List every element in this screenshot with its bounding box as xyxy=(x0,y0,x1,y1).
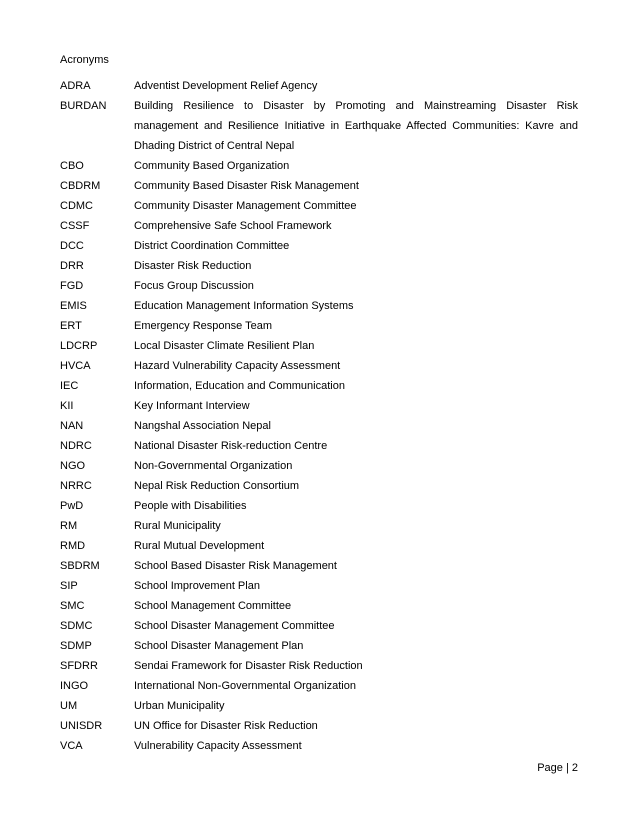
acronym-definition: District Coordination Committee xyxy=(134,240,290,252)
acronym-definition: Information, Education and Communication xyxy=(134,380,345,392)
acronym-row xyxy=(60,356,578,376)
acronym-definition: School Based Disaster Risk Management xyxy=(134,560,337,572)
acronym-row xyxy=(60,496,578,516)
acronym-definition: Disaster Risk Reduction xyxy=(134,260,252,272)
acronym-definition: Adventist Development Relief Agency xyxy=(134,80,318,92)
acronym-definition: Urban Municipality xyxy=(134,700,225,712)
acronym-definition: Rural Mutual Development xyxy=(134,540,265,552)
acronym-abbreviation: NDRC xyxy=(60,440,92,452)
acronym-abbreviation: DCC xyxy=(60,240,84,252)
acronym-row xyxy=(60,436,578,456)
acronym-row xyxy=(60,556,578,576)
acronym-row xyxy=(60,576,578,596)
acronym-abbreviation: NGO xyxy=(60,460,86,472)
page-number: Page | 2 xyxy=(537,762,578,774)
acronym-definition: Focus Group Discussion xyxy=(134,280,254,292)
acronym-abbreviation: SBDRM xyxy=(60,560,100,572)
acronym-abbreviation: RM xyxy=(60,520,78,532)
acronym-definition: School Disaster Management Committee xyxy=(134,620,335,632)
acronym-abbreviation: NAN xyxy=(60,420,84,432)
acronym-abbreviation: CBDRM xyxy=(60,180,101,192)
acronym-definition: Community Disaster Management Committee xyxy=(134,200,357,212)
acronym-row xyxy=(60,156,578,176)
acronym-row xyxy=(60,296,578,316)
acronym-definition: School Improvement Plan xyxy=(134,580,260,592)
acronym-row xyxy=(60,456,578,476)
acronym-definition: School Disaster Management Plan xyxy=(134,640,304,652)
acronym-abbreviation: PwD xyxy=(60,500,84,512)
acronym-row xyxy=(60,596,578,616)
acronym-definition: Community Based Disaster Risk Management xyxy=(134,180,359,192)
acronym-abbreviation: RMD xyxy=(60,540,86,552)
acronym-row xyxy=(60,736,578,756)
acronym-abbreviation: HVCA xyxy=(60,360,91,372)
acronym-row xyxy=(60,536,578,556)
acronym-abbreviation: CBO xyxy=(60,160,84,172)
acronym-row xyxy=(60,196,578,216)
acronym-abbreviation: SIP xyxy=(60,580,78,592)
acronym-abbreviation: SFDRR xyxy=(60,660,98,672)
acronym-definition: Local Disaster Climate Resilient Plan xyxy=(134,340,315,352)
acronym-abbreviation: UM xyxy=(60,700,78,712)
acronym-definition: People with Disabilities xyxy=(134,500,247,512)
acronym-row xyxy=(60,96,578,156)
acronym-definition: School Management Committee xyxy=(134,600,292,612)
acronym-row xyxy=(60,416,578,436)
acronym-row xyxy=(60,376,578,396)
acronym-abbreviation: SDMP xyxy=(60,640,92,652)
acronym-definition: UN Office for Disaster Risk Reduction xyxy=(134,720,318,732)
acronym-abbreviation: LDCRP xyxy=(60,340,98,352)
acronym-row xyxy=(60,656,578,676)
acronym-abbreviation: CDMC xyxy=(60,200,93,212)
acronym-definition: Vulnerability Capacity Assessment xyxy=(134,740,302,752)
acronym-definition: Rural Municipality xyxy=(134,520,221,532)
acronym-definition: Education Management Information Systems xyxy=(134,300,354,312)
acronym-abbreviation: BURDAN xyxy=(60,100,107,112)
acronym-abbreviation: DRR xyxy=(60,260,84,272)
acronym-definition: International Non-Governmental Organization xyxy=(134,680,356,692)
acronym-row xyxy=(60,76,578,96)
acronym-row xyxy=(60,476,578,496)
acronym-abbreviation: INGO xyxy=(60,680,89,692)
acronym-row xyxy=(60,396,578,416)
acronym-row xyxy=(60,316,578,336)
acronym-row xyxy=(60,676,578,696)
acronym-definition: Emergency Response Team xyxy=(134,320,272,332)
acronym-row xyxy=(60,616,578,636)
acronym-abbreviation: IEC xyxy=(60,380,79,392)
acronym-row xyxy=(60,276,578,296)
acronym-abbreviation: KII xyxy=(60,400,74,412)
acronym-abbreviation: CSSF xyxy=(60,220,90,232)
acronym-definition: Non-Governmental Organization xyxy=(134,460,293,472)
acronym-abbreviation: ERT xyxy=(60,320,82,332)
acronym-definition: Sendai Framework for Disaster Risk Reduction xyxy=(134,660,363,672)
acronym-abbreviation: SDMC xyxy=(60,620,93,632)
acronym-row xyxy=(60,516,578,536)
acronym-abbreviation: EMIS xyxy=(60,300,87,312)
acronym-definition: Nangshal Association Nepal xyxy=(134,420,271,432)
acronym-row xyxy=(60,236,578,256)
acronym-definition: Building Resilience to Disaster by Promoting and Mainstreaming Disaster Risk management and Resilience Initiative in Earthquake Affected Communities: Kavre and Dhading District of Central Nepal xyxy=(134,100,578,152)
acronym-row xyxy=(60,636,578,656)
acronym-abbreviation: UNISDR xyxy=(60,720,103,732)
acronym-abbreviation: ADRA xyxy=(60,80,91,92)
acronym-definition: Hazard Vulnerability Capacity Assessment xyxy=(134,360,341,372)
acronym-definition: Community Based Organization xyxy=(134,160,290,172)
acronym-abbreviation: SMC xyxy=(60,600,85,612)
acronym-abbreviation: FGD xyxy=(60,280,84,292)
section-heading: Acronyms xyxy=(60,54,109,66)
acronym-list xyxy=(60,76,578,756)
acronym-definition: Comprehensive Safe School Framework xyxy=(134,220,332,232)
acronym-row xyxy=(60,696,578,716)
acronym-abbreviation: VCA xyxy=(60,740,83,752)
acronym-row xyxy=(60,216,578,236)
acronym-definition: Nepal Risk Reduction Consortium xyxy=(134,480,300,492)
acronym-definition: National Disaster Risk-reduction Centre xyxy=(134,440,328,452)
acronym-row xyxy=(60,716,578,736)
acronym-abbreviation: NRRC xyxy=(60,480,92,492)
acronym-row xyxy=(60,176,578,196)
acronym-row xyxy=(60,256,578,276)
acronym-definition: Key Informant Interview xyxy=(134,400,250,412)
acronym-row xyxy=(60,336,578,356)
